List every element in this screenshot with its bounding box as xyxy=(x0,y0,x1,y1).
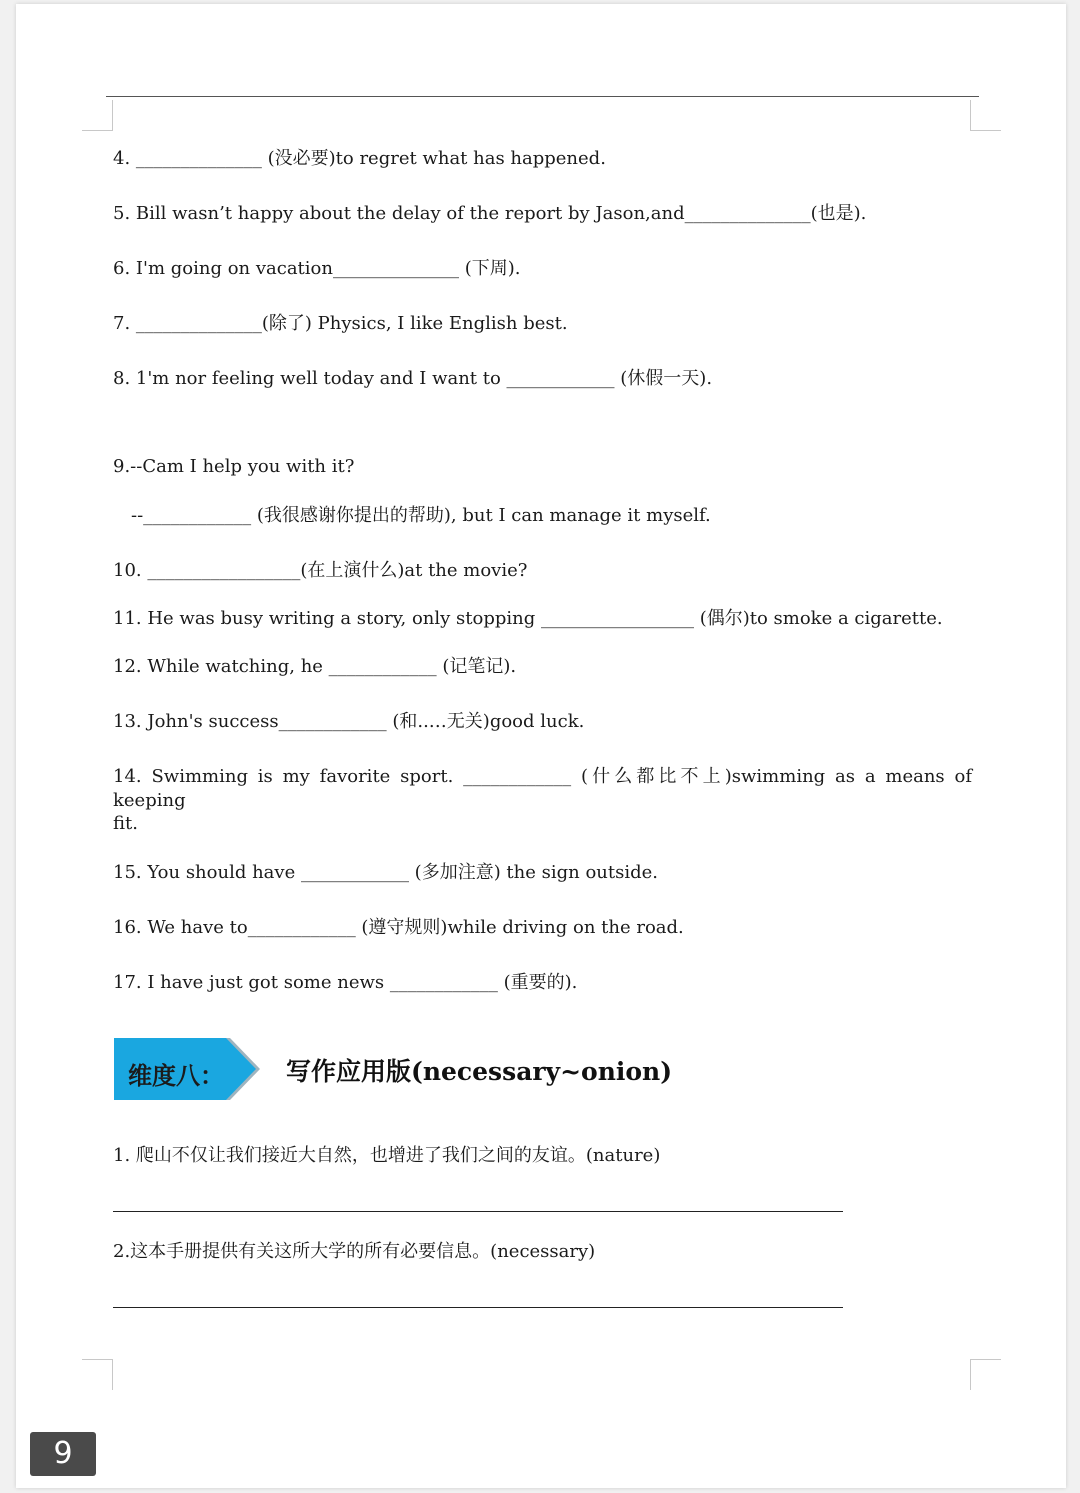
exercise-9-question: 9.--Cam I help you with it? xyxy=(113,456,355,477)
exercise-11: 11. He was busy writing a story, only stopping _________________ (偶尔)to smoke a cigarette. xyxy=(113,608,943,629)
exercise-9-answer: --____________ (我很感谢你提出的帮助), but I can manage it myself. xyxy=(131,505,711,526)
header-rule xyxy=(106,96,979,97)
exercise-13: 13. John's success____________ (和..…无关)good luck. xyxy=(113,711,585,732)
section-badge xyxy=(114,1038,262,1100)
document-page xyxy=(16,4,1066,1488)
crop-mark-bottom-left xyxy=(82,1359,113,1390)
section-title: 写作应用版(necessary~onion) xyxy=(286,1057,673,1086)
section-badge-label: 维度八： xyxy=(128,1062,224,1090)
exercise-17: 17. I have just got some news ____________ (重要的). xyxy=(113,972,578,993)
exercise-5: 5. Bill wasn’t happy about the delay of the report by Jason,and______________(也是). xyxy=(113,203,867,224)
crop-mark-top-right xyxy=(970,100,1001,131)
exercise-6: 6. I'm going on vacation______________ (下周). xyxy=(113,258,521,279)
exercise-15: 15. You should have ____________ (多加注意) the sign outside. xyxy=(113,862,659,883)
exercise-8: 8. 1'm nor feeling well today and I want to ____________ (休假一天). xyxy=(113,368,713,389)
exercise-14-line1: 14. Swimming is my favorite sport. ____________ (什么都比不上)swimming as a means of keeping xyxy=(113,766,972,811)
exercise-14-line2: fit. xyxy=(113,813,138,834)
exercise-10: 10. _________________(在上演什么)at the movie? xyxy=(113,560,528,581)
exercise-4: 4. ______________ (没必要)to regret what has happened. xyxy=(113,148,606,169)
crop-mark-bottom-right xyxy=(970,1359,1001,1390)
answer-line-2 xyxy=(113,1307,843,1308)
exercise-16: 16. We have to____________ (遵守规则)while driving on the road. xyxy=(113,917,684,938)
writing-item-1: 1. 爬山不仅让我们接近大自然，也增进了我们之间的友谊。(nature) xyxy=(113,1145,661,1166)
answer-line-1 xyxy=(113,1211,843,1212)
exercise-12: 12. While watching, he ____________ (记笔记). xyxy=(113,656,517,677)
exercise-7: 7. ______________(除了) Physics, I like English best. xyxy=(113,313,568,334)
crop-mark-top-left xyxy=(82,100,113,131)
page-number-badge: 9 xyxy=(30,1432,96,1476)
writing-item-2: 2.这本手册提供有关这所大学的所有必要信息。(necessary) xyxy=(113,1241,596,1262)
